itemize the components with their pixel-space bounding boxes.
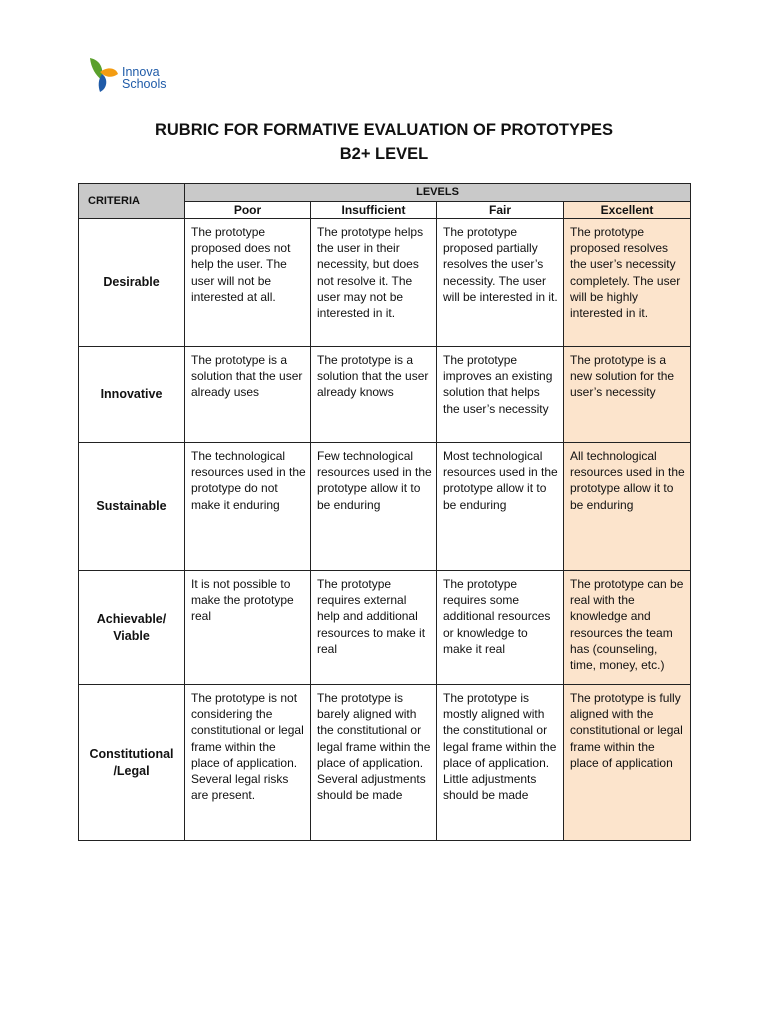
descriptor-cell-excellent: The prototype is fully aligned with the constitutional or legal frame within the place of application bbox=[564, 685, 691, 841]
criteria-header: CRITERIA bbox=[79, 184, 185, 219]
descriptor-cell: The prototype is not considering the constitutional or legal frame within the place of application. Several legal risks are present. bbox=[185, 685, 311, 841]
document-subtitle: B2+ LEVEL bbox=[339, 145, 429, 163]
descriptor-cell: The prototype is a solution that the user already uses bbox=[185, 347, 311, 443]
logo-line1: Innova bbox=[122, 65, 160, 79]
document-title: RUBRIC FOR FORMATIVE EVALUATION OF PROTOTYPES bbox=[154, 121, 614, 139]
descriptor-cell: The prototype requires some additional resources or knowledge to make it real bbox=[437, 571, 564, 685]
innova-schools-logo bbox=[86, 54, 186, 98]
descriptor-cell: The prototype requires external help and additional resources to make it real bbox=[311, 571, 437, 685]
descriptor-cell: The prototype proposed partially resolves the user’s necessity. The user will be interested in it. bbox=[437, 219, 564, 347]
descriptor-cell-excellent: The prototype is a new solution for the user’s necessity bbox=[564, 347, 691, 443]
logo-wordmark bbox=[122, 66, 166, 90]
logo-line2: Schools bbox=[122, 77, 167, 91]
descriptor-cell: The prototype is barely aligned with the constitutional or legal frame within the place of application. Several adjustments should be made bbox=[311, 685, 437, 841]
criterion-label: Sustainable bbox=[79, 443, 185, 571]
table-row bbox=[79, 219, 691, 347]
descriptor-cell: Few technological resources used in the prototype allow it to be enduring bbox=[311, 443, 437, 571]
criterion-label: Constitutional /Legal bbox=[79, 685, 185, 841]
table-row bbox=[79, 571, 691, 685]
descriptor-cell: The prototype is a solution that the user already knows bbox=[311, 347, 437, 443]
descriptor-cell: Most technological resources used in the prototype allow it to be enduring bbox=[437, 443, 564, 571]
descriptor-cell-excellent: The prototype proposed resolves the user’s necessity completely. The user will be highly interested in it. bbox=[564, 219, 691, 347]
descriptor-cell: It is not possible to make the prototype real bbox=[185, 571, 311, 685]
descriptor-cell-excellent: The prototype can be real with the knowledge and resources the team has (counseling, time, money, etc.) bbox=[564, 571, 691, 685]
table-row bbox=[79, 347, 691, 443]
criterion-label: Achievable/ Viable bbox=[79, 571, 185, 685]
criterion-label: Innovative bbox=[79, 347, 185, 443]
level-header-excellent: Excellent bbox=[564, 201, 691, 219]
level-header-poor: Poor bbox=[185, 201, 311, 219]
descriptor-cell: The prototype helps the user in their necessity, but does not resolve it. The user may not be interested in it. bbox=[311, 219, 437, 347]
descriptor-cell: The prototype proposed does not help the user. The user will not be interested at all. bbox=[185, 219, 311, 347]
levels-header: LEVELS bbox=[185, 184, 691, 202]
descriptor-cell: The technological resources used in the prototype do not make it enduring bbox=[185, 443, 311, 571]
level-header-insufficient: Insufficient bbox=[311, 201, 437, 219]
criterion-label: Desirable bbox=[79, 219, 185, 347]
level-header-fair: Fair bbox=[437, 201, 564, 219]
descriptor-cell: The prototype is mostly aligned with the constitutional or legal frame within the place of application. Little adjustments should be made bbox=[437, 685, 564, 841]
table-row bbox=[79, 685, 691, 841]
descriptor-cell-excellent: All technological resources used in the prototype allow it to be enduring bbox=[564, 443, 691, 571]
innova-leaf-icon bbox=[86, 54, 120, 94]
table-row bbox=[79, 443, 691, 571]
descriptor-cell: The prototype improves an existing solution that helps the user’s necessity bbox=[437, 347, 564, 443]
rubric-table bbox=[78, 183, 691, 841]
